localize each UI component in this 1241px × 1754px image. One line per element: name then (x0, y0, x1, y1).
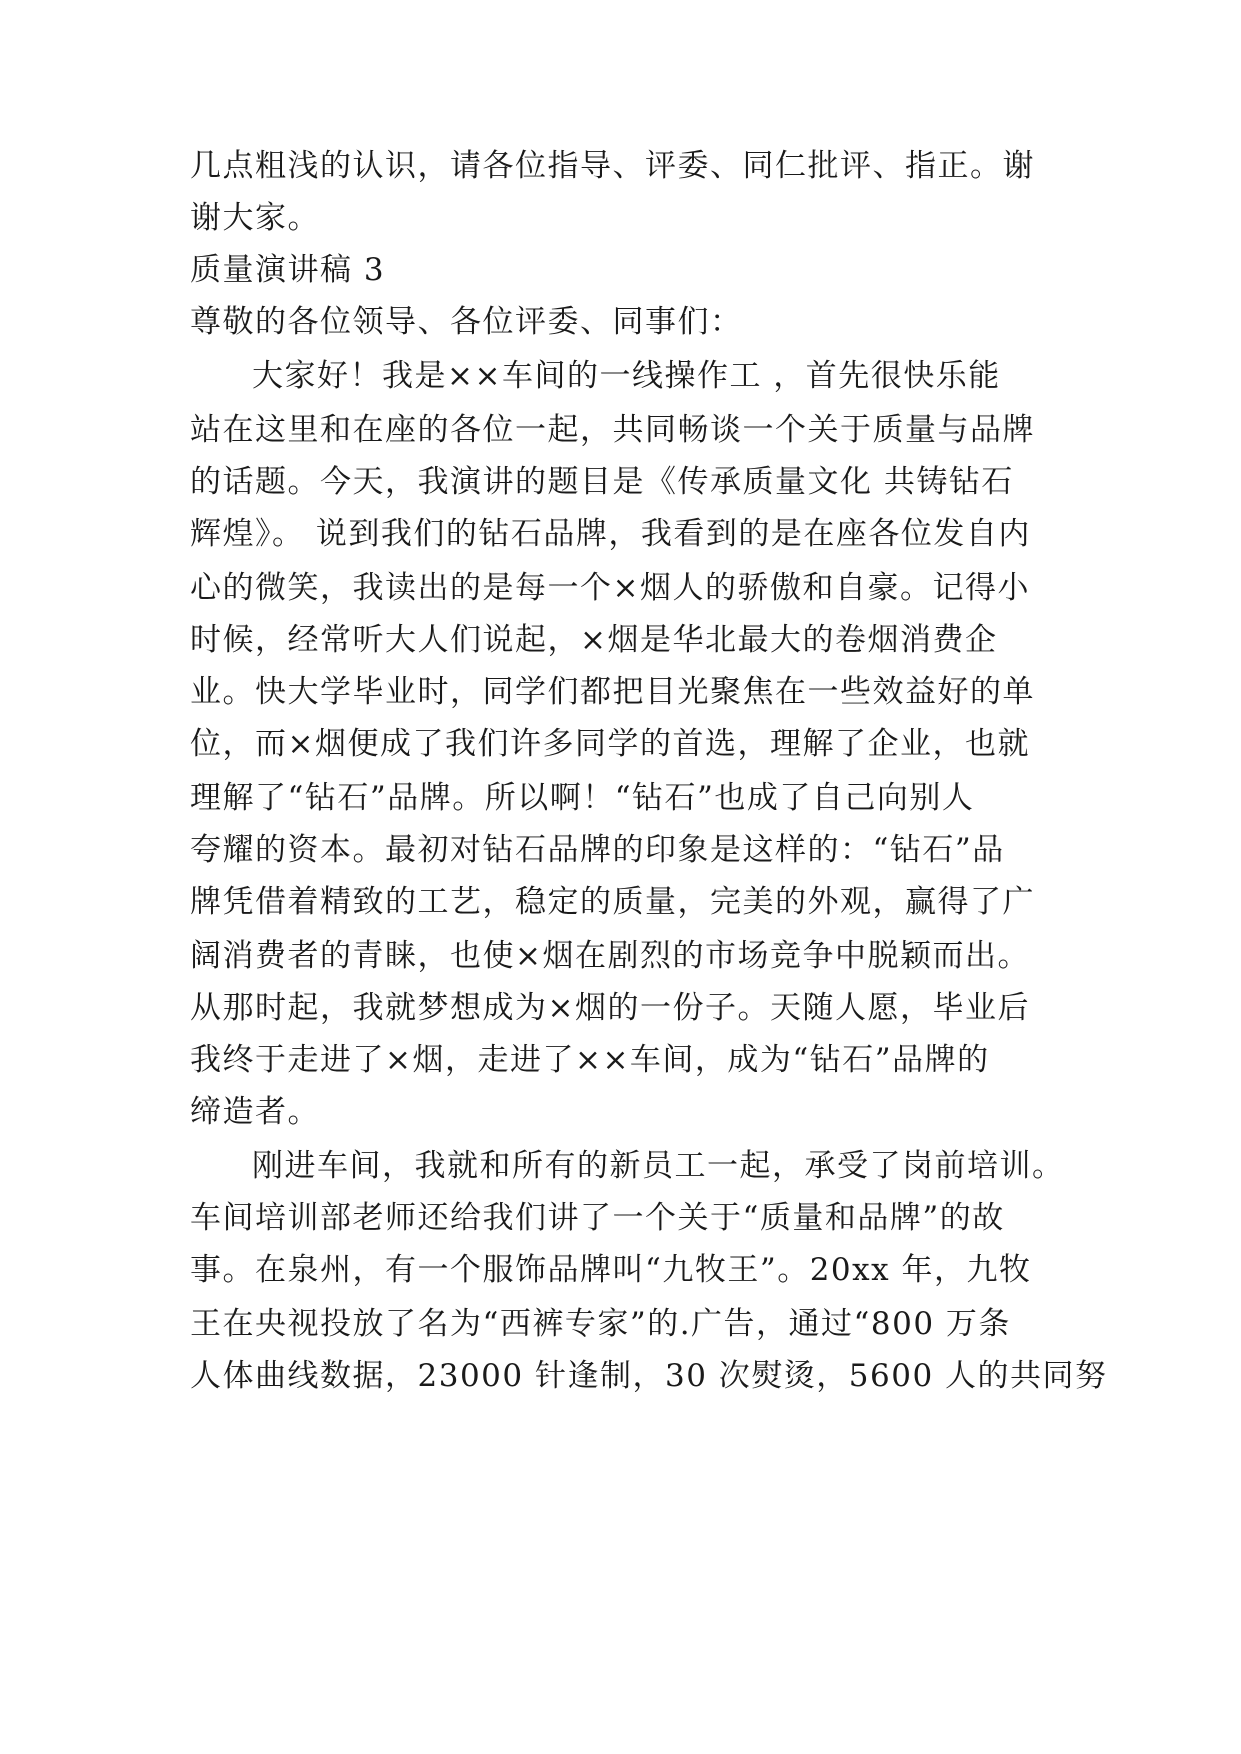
text-line: 王在央视投放了名为“西裤专家”的.广告，通过“800 万条 (190, 1306, 1011, 1342)
text-line: 从那时起，我就梦想成为×烟的一份子。天随人愿，毕业后 (190, 990, 1030, 1026)
text-line: 我终于走进了×烟，走进了××车间，成为“钻石”品牌的 (190, 1042, 990, 1078)
text-line: 的话题。今天，我演讲的题目是《传承质量文化 共铸钻石 (190, 464, 1014, 500)
text-line: 谢大家。 (190, 200, 320, 236)
paragraph-start: 刚进车间，我就和所有的新员工一起，承受了岗前培训。 (252, 1148, 1065, 1184)
text-line: 时候，经常听大人们说起，×烟是华北最大的卷烟消费企 (190, 622, 998, 658)
text-line: 站在这里和在座的各位一起，共同畅谈一个关于质量与品牌 (190, 412, 1035, 448)
text-line: 理解了“钻石”品牌。所以啊！“钻石”也成了自己向别人 (190, 780, 975, 816)
text-line: 人体曲线数据，23000 针逢制，30 次熨烫，5600 人的共同努 (190, 1358, 1108, 1394)
text-line: 事。在泉州，有一个服饰品牌叫“九牧王”。20xx 年，九牧 (190, 1252, 1032, 1288)
paragraph-start: 大家好！我是××车间的一线操作工 ，首先很快乐能 (252, 358, 1001, 394)
text-line: 几点粗浅的认识，请各位指导、评委、同仁批评、指正。谢 (190, 148, 1035, 184)
text-line: 位，而×烟便成了我们许多同学的首选，理解了企业，也就 (190, 726, 1030, 762)
text-line: 牌凭借着精致的工艺，稳定的质量，完美的外观，赢得了广 (190, 884, 1035, 920)
section-title: 质量演讲稿 3 (190, 252, 386, 288)
text-line: 缔造者。 (190, 1094, 320, 1130)
salutation: 尊敬的各位领导、各位评委、同事们： (190, 304, 743, 340)
text-line: 辉煌》。 说到我们的钻石品牌，我看到的是在座各位发自内 (190, 516, 1031, 552)
text-line: 业。快大学毕业时，同学们都把目光聚焦在一些效益好的单 (190, 674, 1035, 710)
text-line: 夸耀的资本。最初对钻石品牌的印象是这样的：“钻石”品 (190, 832, 1005, 868)
text-line: 心的微笑，我读出的是每一个×烟人的骄傲和自豪。记得小 (190, 570, 1030, 606)
text-line: 车间培训部老师还给我们讲了一个关于“质量和品牌”的故 (190, 1200, 1005, 1236)
text-line: 阔消费者的青睐，也使×烟在剧烈的市场竞争中脱颖而出。 (190, 938, 1030, 974)
